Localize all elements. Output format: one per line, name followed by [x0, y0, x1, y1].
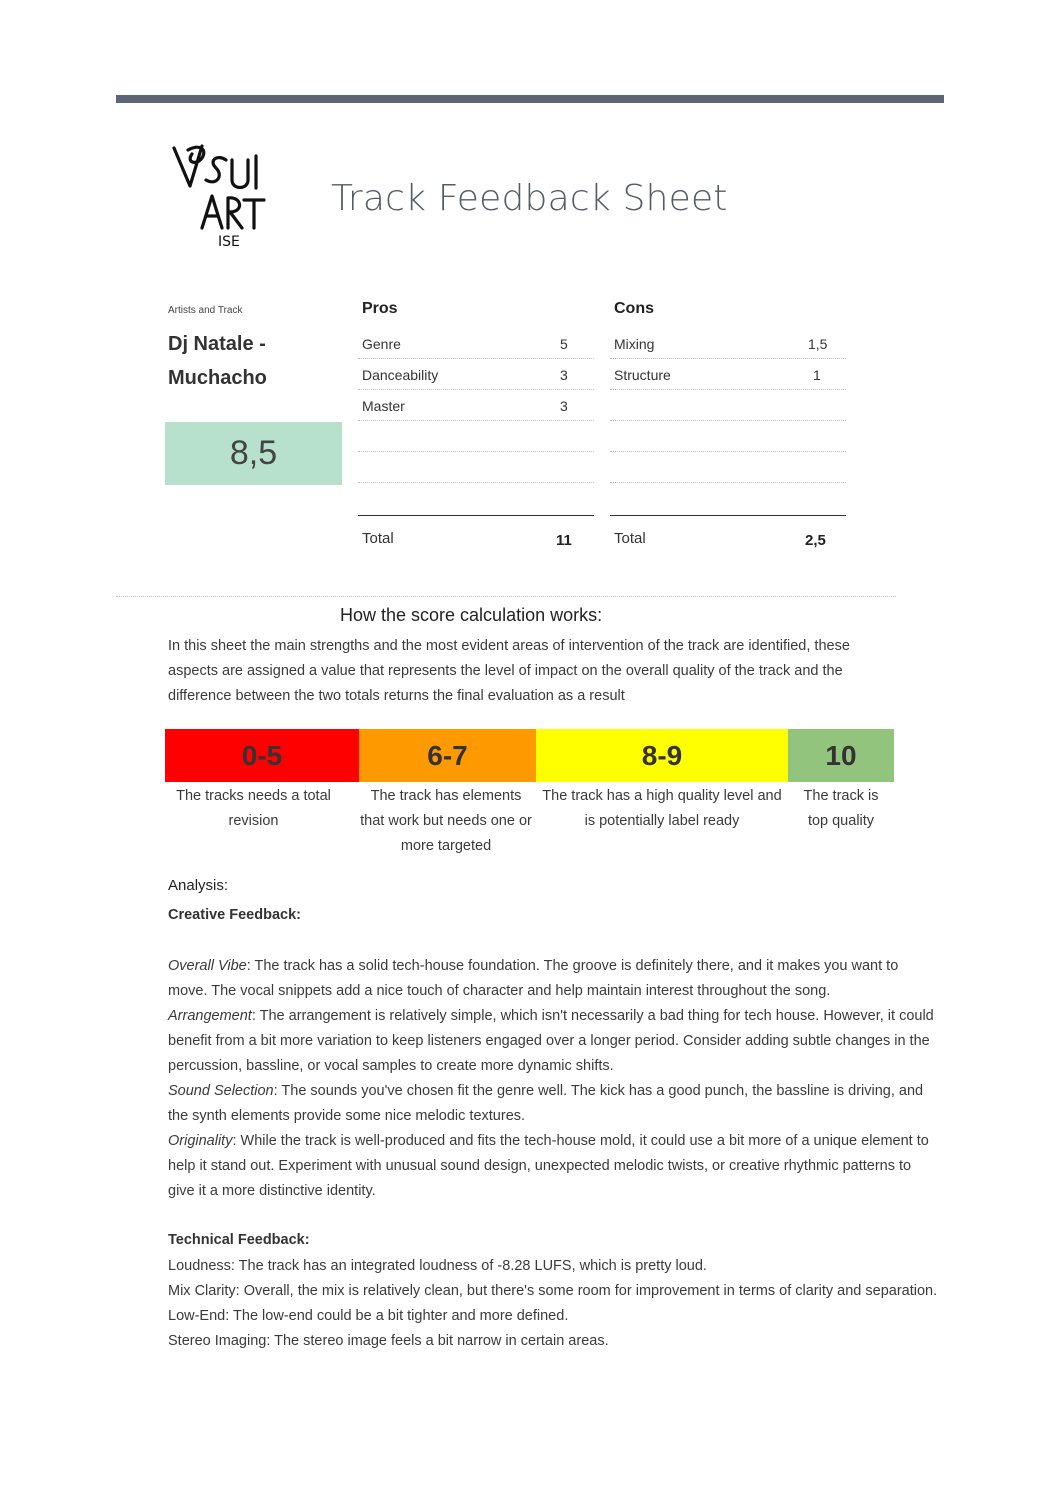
scale-range: 6-7	[427, 739, 468, 771]
scale-range: 10	[825, 739, 857, 771]
track-name: Muchacho	[168, 367, 267, 389]
scale-band-6-7	[359, 729, 536, 782]
creative-feedback-body	[168, 954, 938, 1204]
feedback-item	[168, 1004, 938, 1079]
cons-total-value: 2,5	[805, 532, 826, 549]
cons-row-value: 1	[813, 367, 821, 383]
scale-desc: The track has a high quality level and is potentially label ready	[542, 788, 782, 829]
feedback-term: Overall Vibe	[168, 958, 247, 974]
final-score	[165, 422, 342, 485]
artist-name: Dj Natale -	[168, 333, 266, 355]
pros-row-label: Master	[362, 398, 405, 414]
cons-row	[610, 328, 846, 359]
scale-desc: The track has elements that work but needs one or more targeted	[360, 788, 532, 854]
technical-feedback-body	[168, 1254, 938, 1354]
scale-band-0-5	[165, 729, 359, 782]
technical-feedback-title: Technical Feedback:	[168, 1232, 310, 1248]
technical-item: Stereo Imaging: The stereo image feels a bit narrow in certain areas.	[168, 1333, 609, 1349]
pros-row-label: Danceability	[362, 367, 439, 383]
pros-row	[358, 390, 594, 421]
scale-band-8-9	[536, 729, 788, 782]
final-score-value: 8,5	[229, 434, 278, 472]
cons-row-empty	[610, 421, 846, 452]
feedback-text: : The arrangement is relatively simple, which isn't necessarily a bad thing for tech house. However, it could benefit from a bit more variation to keep listeners engaged over a longer period. Consider adding subtle changes in the percussion, bassline, or vocal samples to create more dynamic shifts.	[168, 1008, 934, 1074]
feedback-term: Arrangement	[168, 1008, 252, 1024]
cons-row-empty	[610, 390, 846, 421]
creative-feedback-title: Creative Feedback:	[168, 907, 301, 923]
scale-desc: The tracks needs a total revision	[176, 788, 331, 829]
pros-row-empty	[358, 452, 594, 483]
pros-row	[358, 328, 594, 359]
pros-row	[358, 359, 594, 390]
pros-row-value: 3	[560, 367, 568, 383]
brand-logo-icon	[168, 140, 288, 255]
header-bar	[116, 95, 944, 103]
feedback-text: : The track has a solid tech-house foundation. The groove is definitely there, and it makes you want to move. The vocal snippets add a nice touch of character and help maintain interest throughout the song.	[168, 958, 899, 999]
scale-desc: The track is top quality	[803, 788, 879, 829]
scale-band-10	[788, 729, 894, 782]
svg-text:ISE: ISE	[218, 234, 240, 250]
pros-title: Pros	[362, 300, 398, 317]
pros-row-value: 3	[560, 398, 568, 414]
cons-row-label: Mixing	[614, 336, 655, 352]
cons-title: Cons	[614, 300, 654, 317]
scale-range: 8-9	[641, 739, 683, 771]
brand-logo	[168, 140, 288, 255]
page-title: Track Feedback Sheet	[331, 178, 728, 219]
cons-row-value: 1,5	[808, 336, 828, 352]
cons-divider	[610, 515, 846, 516]
cons-row-label: Structure	[614, 367, 671, 383]
technical-item: Loudness: The track has an integrated loudness of -8.28 LUFS, which is pretty loud.	[168, 1258, 707, 1274]
pros-divider	[358, 515, 594, 516]
feedback-item	[168, 1129, 938, 1204]
cons-row	[610, 359, 846, 390]
technical-item: Mix Clarity: Overall, the mix is relatively clean, but there's some room for improvement in terms of clarity and separation.	[168, 1283, 938, 1299]
feedback-item	[168, 954, 938, 1004]
scale-range: 0-5	[241, 739, 283, 771]
how-text: In this sheet the main strengths and the most evident areas of intervention of the track are identified, these aspects are assigned a value that represents the level of impact on the overall quality of the track and the difference between the two totals returns the final evaluation as a result	[168, 638, 850, 704]
pros-row-label: Genre	[362, 336, 401, 352]
feedback-text: : While the track is well-produced and fits the tech-house mold, it could use a bit more of a unique element to help it stand out. Experiment with unusual sound design, unexpected melodic twists, or creative rhythmic patterns to give it a more distinctive identity.	[168, 1133, 929, 1199]
feedback-item	[168, 1079, 938, 1129]
cons-row-empty	[610, 452, 846, 483]
feedback-term: Sound Selection	[168, 1083, 274, 1099]
section-divider	[116, 596, 896, 597]
analysis-title: Analysis:	[168, 877, 229, 894]
technical-item: Low-End: The low-end could be a bit tighter and more defined.	[168, 1308, 569, 1324]
pros-row-empty	[358, 421, 594, 452]
feedback-text: : The sounds you've chosen fit the genre well. The kick has a good punch, the bassline is driving, and the synth elements provide some nice melodic textures.	[168, 1083, 924, 1124]
pros-total-label: Total	[362, 530, 394, 547]
cons-total-label: Total	[614, 530, 646, 547]
how-title: How the score calculation works:	[340, 605, 603, 625]
artist-caption: Artists and Track	[168, 305, 243, 316]
feedback-term: Originality	[168, 1133, 233, 1149]
pros-row-value: 5	[560, 336, 568, 352]
pros-total-value: 11	[556, 532, 572, 549]
